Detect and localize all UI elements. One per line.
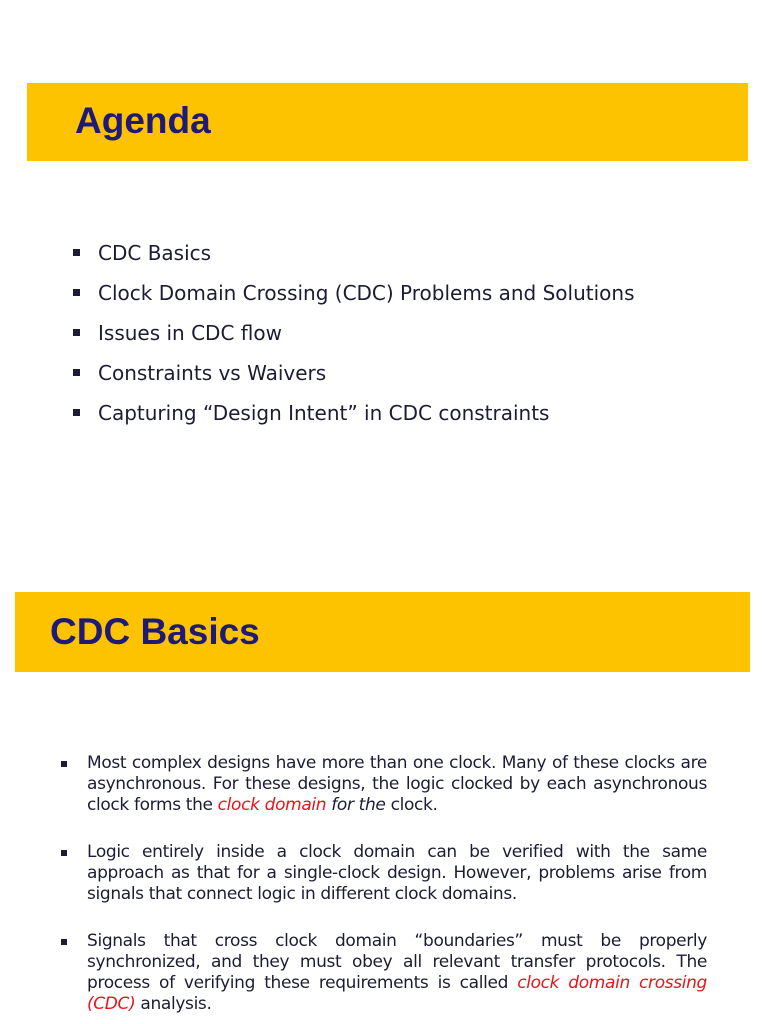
agenda-item-label: Issues in CDC flow — [98, 321, 282, 345]
agenda-banner — [27, 83, 748, 161]
agenda-item-label: Capturing “Design Intent” in CDC constraints — [98, 401, 550, 425]
square-bullet-icon — [73, 369, 80, 376]
agenda-item — [70, 316, 634, 356]
cdc-basics-list — [60, 753, 707, 1024]
basics-text: Signals that cross clock domain “boundaries” must be properly synchronized, and they must obey all relevant transfer protocols. The process of verifying these requirements is called — [87, 931, 707, 993]
basics-bullet-item — [60, 931, 707, 1015]
agenda-item — [70, 236, 634, 276]
square-bullet-icon — [61, 761, 67, 767]
square-bullet-icon — [73, 249, 80, 256]
agenda-title: Agenda — [75, 100, 211, 141]
clock-domain-highlight: clock domain — [217, 795, 327, 815]
agenda-list — [70, 236, 634, 436]
agenda-item — [70, 396, 634, 436]
basics-text: Logic entirely inside a clock domain can be verified with the same approach as that for a single-clock design. However, problems arise from signals that connect logic in different clock domains. — [87, 842, 707, 904]
agenda-item-label: Constraints vs Waivers — [98, 361, 327, 385]
cdc-basics-banner — [15, 592, 750, 672]
square-bullet-icon — [61, 939, 67, 945]
agenda-item — [70, 356, 634, 396]
basics-bullet-item — [60, 753, 707, 816]
cdc-highlight: clock domain crossing (CDC) — [87, 973, 707, 1014]
square-bullet-icon — [61, 850, 67, 856]
agenda-item-label: Clock Domain Crossing (CDC) Problems and Solutions — [98, 281, 635, 305]
basics-text: Most complex designs have more than one clock. Many of these clocks are asynchronous. For these designs, the logic clocked by each asynchronous clock forms the — [87, 753, 707, 815]
cdc-basics-title: CDC Basics — [50, 611, 260, 652]
basics-text: analysis. — [135, 994, 212, 1014]
basics-text-italic: for the — [326, 795, 386, 815]
basics-text: clock. — [385, 795, 438, 815]
agenda-item-label: CDC Basics — [98, 241, 212, 265]
square-bullet-icon — [73, 409, 80, 416]
basics-bullet-item — [60, 842, 707, 905]
square-bullet-icon — [73, 289, 80, 296]
square-bullet-icon — [73, 329, 80, 336]
agenda-item — [70, 276, 634, 316]
